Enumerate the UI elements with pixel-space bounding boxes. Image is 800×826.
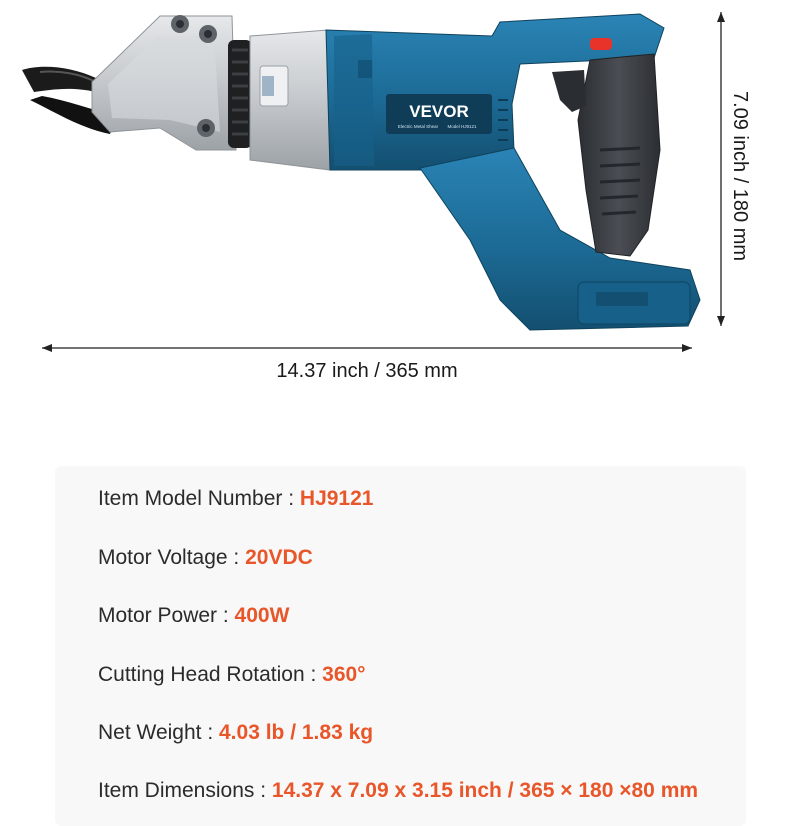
screw-icon (199, 25, 217, 43)
spec-row-power (98, 603, 289, 629)
product-label-line1: Electric Metal Shear (397, 124, 439, 129)
spec-label: Net Weight : (98, 721, 219, 744)
product-label-line2: Model HJ9121 (447, 124, 477, 129)
spec-value: 14.37 x 7.09 x 3.15 inch / 365 × 180 ×80 mm (271, 779, 699, 802)
spec-row-dimensions (98, 778, 698, 804)
spec-value: 4.03 lb / 1.83 kg (219, 721, 374, 744)
brand-logo: VEVOR (409, 102, 469, 121)
rotation-collar (228, 40, 252, 148)
battery-mount (578, 282, 690, 324)
spec-value: HJ9121 (299, 487, 374, 510)
spec-label: Item Dimensions : (98, 779, 272, 802)
handle-grip (578, 54, 660, 256)
specifications-panel (55, 466, 746, 826)
width-dimension-line (42, 344, 692, 352)
height-dimension-line (717, 12, 725, 326)
spec-label: Motor Power : (98, 604, 235, 627)
spec-row-rotation (98, 662, 366, 688)
spec-value: 20VDC (245, 546, 313, 569)
spec-value: 360° (322, 663, 366, 686)
trigger (552, 70, 586, 112)
height-dimension-label: 7.09 inch / 180 mm (729, 90, 751, 262)
spec-label: Item Model Number : (98, 487, 300, 510)
spec-row-weight (98, 720, 373, 746)
spec-row-voltage (98, 545, 313, 571)
screw-icon (197, 119, 215, 137)
screw-icon (171, 15, 189, 33)
spec-label: Motor Voltage : (98, 546, 246, 569)
width-dimension-label: 14.37 inch / 365 mm (276, 360, 458, 382)
spec-value: 400W (234, 604, 290, 627)
spec-row-model (98, 486, 373, 512)
brand-label-plate (386, 94, 492, 134)
lock-button (590, 38, 612, 50)
spec-label: Cutting Head Rotation : (98, 663, 323, 686)
